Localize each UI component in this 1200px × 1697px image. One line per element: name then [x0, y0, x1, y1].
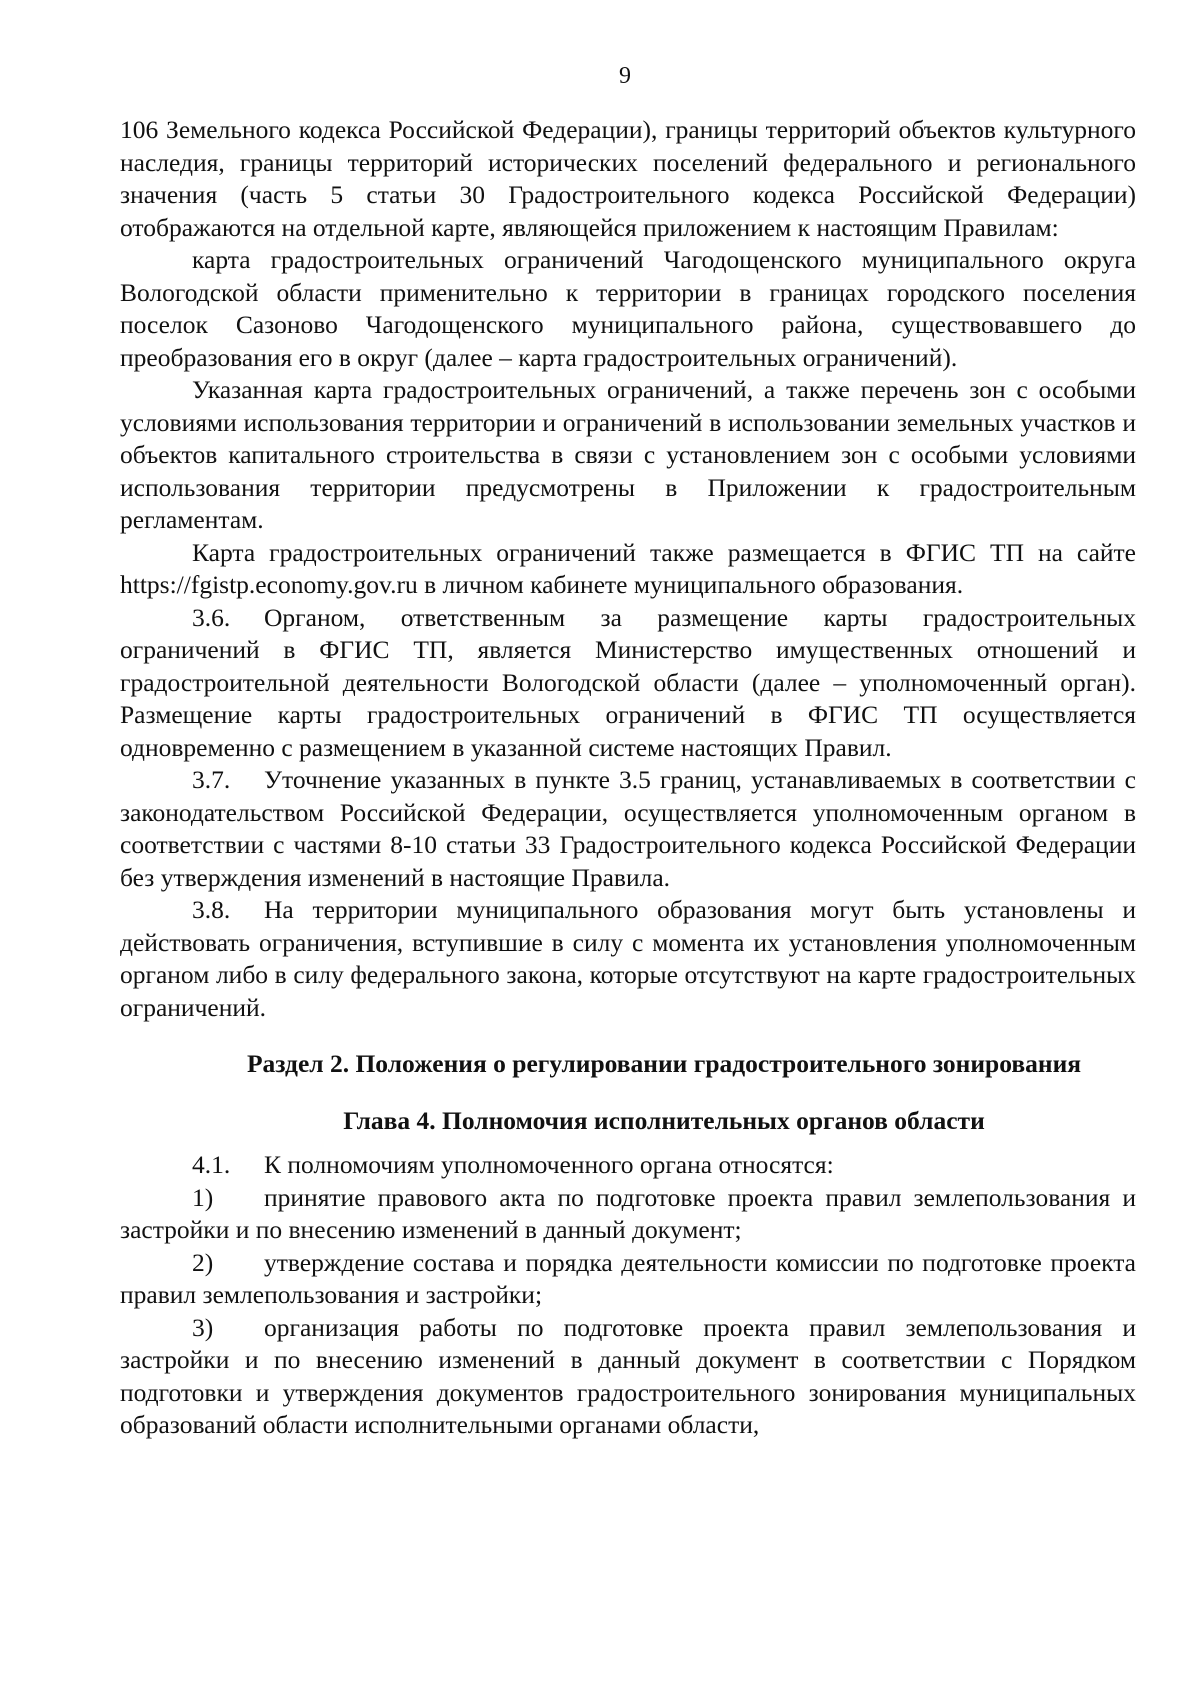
item-text: Органом, ответственным за размещение карты градостроительных ограничений в ФГИС ТП, является Министерство имущественных отношений и градостроительной деятельности Вологодской области (далее – уполномоченный орган). Размещение карты градостроительных ограничений в ФГИС ТП осуществляется одновременно с размещением в указанной системе настоящих Правил.: [120, 602, 1136, 762]
item-number: 4.1.: [192, 1150, 231, 1179]
paragraph-2: карта градостроительных ограничений Чагодощенского муниципального округа Вологодской области применительно к территории в границах городского поселения поселок Сазоново Чагодощенского муниципального района, существовавшего до преобразования его в округ (далее – карта градостроительных ограничений).: [120, 245, 1136, 372]
item-text: На территории муниципального образования могут быть установлены и действовать ограничения, вступившие в силу с момента их установления уполномоченным органом либо в силу федерального закона, которые отсутствуют на карте градостроительных ограничений.: [120, 895, 1136, 1022]
subitem-3: [120, 1312, 1136, 1442]
subitem-number: 3): [192, 1312, 214, 1342]
paragraph-3: Указанная карта градостроительных ограничений, а также перечень зон с особыми условиями использования территории и ограничений в использовании земельных участков и объектов капитального строительства в связи с установлением зон с особыми условиями использования территории предусмотрены в Приложении к градостроительным регламентам.: [120, 375, 1136, 534]
subitem-number: 2): [192, 1247, 214, 1277]
subitem-text: принятие правового акта по подготовке проекта правил землепользования и застройки и по внесению изменений в данный документ;: [120, 1182, 1136, 1244]
item-3-8: [120, 894, 1136, 1024]
item-4-1: [120, 1149, 1136, 1182]
item-number: 3.6.: [192, 602, 231, 632]
item-3-6: [120, 602, 1136, 765]
subitem-text: организация работы по подготовке проекта правил землепользования и застройки и по внесению изменений в данный документ в соответствии с Порядком подготовки и утверждения документов градостроительного зонирования муниципальных образований области исполнительными органами области,: [120, 1312, 1136, 1439]
paragraph-1: 106 Земельного кодекса Российской Федерации), границы территорий объектов культурного наследия, границы территорий исторических поселений федерального и регионального значения (часть 5 статьи 30 Градостроительного кодекса Российской Федерации) отображаются на отдельной карте, являющейся приложением к настоящим Правилам:: [120, 115, 1136, 242]
item-number: 3.7.: [192, 765, 231, 794]
item-text: Уточнение указанных в пункте 3.5 границ, устанавливаемых в соответствии с законодательством Российской Федерации, осуществляется уполномоченным органом в соответствии с частями 8-10 статьи 33 Градостроительного кодекса Российской Федерации без утверждения изменений в настоящие Правила.: [120, 765, 1136, 892]
chapter-title: Глава 4. Полномочия исполнительных органов области: [343, 1105, 985, 1135]
document-body: [120, 114, 1136, 1442]
item-number: 3.8.: [192, 895, 231, 924]
subitem-text: утверждение состава и порядка деятельности комиссии по подготовке проекта правил землепользования и застройки;: [120, 1247, 1136, 1309]
item-text: К полномочиям уполномоченного органа относятся:: [264, 1150, 834, 1179]
paragraph-4: Карта градостроительных ограничений также размещается в ФГИС ТП на сайте https://fgistp.economy.gov.ru в личном кабинете муниципального образования.: [120, 537, 1136, 599]
subitem-1: [120, 1182, 1136, 1247]
section-title: Раздел 2. Положения о регулировании градостроительного зонирования: [246, 1049, 1082, 1078]
page-number: 9: [619, 63, 631, 89]
subitem-2: [120, 1247, 1136, 1312]
subitem-number: 1): [192, 1182, 214, 1212]
item-3-7: [120, 764, 1136, 894]
